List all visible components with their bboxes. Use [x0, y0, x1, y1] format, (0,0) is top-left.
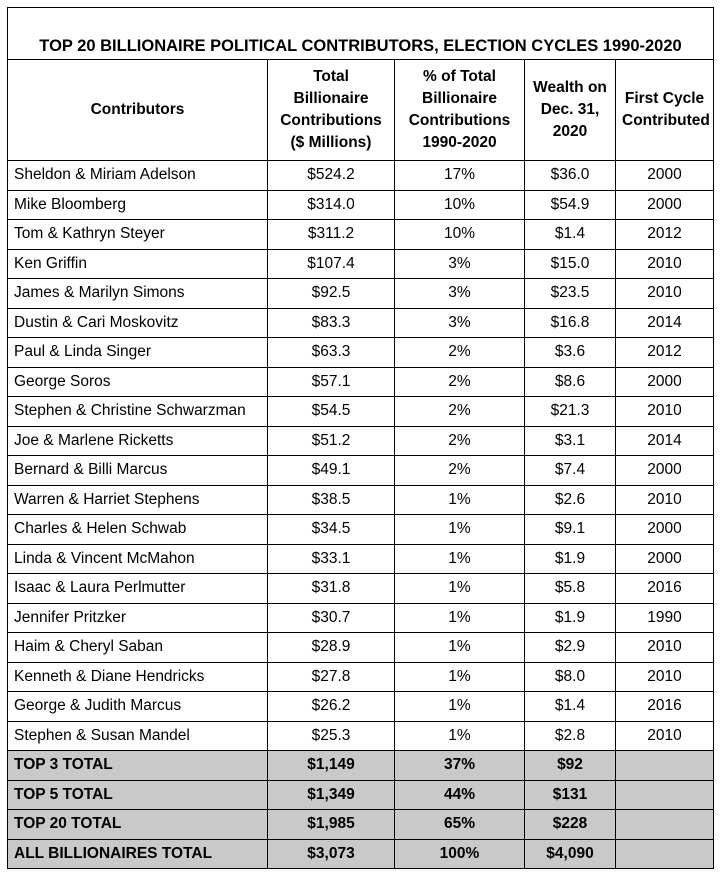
cell-contributor: Isaac & Laura Perlmutter	[8, 574, 268, 604]
header-first-line-2: Contributed	[622, 112, 710, 129]
cell-percent-total: 3%	[395, 308, 525, 338]
cell-percent-total: 1%	[395, 692, 525, 722]
cell-wealth: $228	[525, 810, 616, 840]
table-row	[8, 161, 714, 191]
cell-wealth: $1.4	[525, 220, 616, 250]
table-row	[8, 574, 714, 604]
cell-contributor: George Soros	[8, 367, 268, 397]
cell-first-cycle: 2010	[616, 279, 714, 309]
cell-wealth: $4,090	[525, 839, 616, 869]
cell-first-cycle: 2000	[616, 161, 714, 191]
cell-first-cycle: 2014	[616, 426, 714, 456]
cell-wealth: $1.4	[525, 692, 616, 722]
cell-contributor: Jennifer Pritzker	[8, 603, 268, 633]
cell-percent-total: 1%	[395, 603, 525, 633]
header-wealth	[525, 60, 616, 161]
cell-total-contributions: $31.8	[268, 574, 395, 604]
table-row	[8, 279, 714, 309]
table-row	[8, 367, 714, 397]
cell-total-contributions: $524.2	[268, 161, 395, 191]
cell-first-cycle: 2000	[616, 544, 714, 574]
cell-wealth: $54.9	[525, 190, 616, 220]
cell-contributor: Haim & Cheryl Saban	[8, 633, 268, 663]
table-row	[8, 692, 714, 722]
table-row	[8, 338, 714, 368]
cell-contributor: George & Judith Marcus	[8, 692, 268, 722]
cell-percent-total: 2%	[395, 456, 525, 486]
cell-contributor: Charles & Helen Schwab	[8, 515, 268, 545]
cell-percent-total: 2%	[395, 367, 525, 397]
table-row	[8, 249, 714, 279]
header-pct-line-2: Billionaire	[422, 90, 497, 107]
cell-contributor: James & Marilyn Simons	[8, 279, 268, 309]
cell-wealth: $1.9	[525, 603, 616, 633]
cell-total-contributions: $311.2	[268, 220, 395, 250]
cell-percent-total: 1%	[395, 544, 525, 574]
cell-percent-total: 37%	[395, 751, 525, 781]
cell-total-contributions: $107.4	[268, 249, 395, 279]
table-row	[8, 544, 714, 574]
cell-contributor: ALL BILLIONAIRES TOTAL	[8, 839, 268, 869]
cell-percent-total: 2%	[395, 338, 525, 368]
cell-percent-total: 2%	[395, 397, 525, 427]
cell-contributor: Linda & Vincent McMahon	[8, 544, 268, 574]
cell-total-contributions: $25.3	[268, 721, 395, 751]
cell-wealth: $2.9	[525, 633, 616, 663]
cell-wealth: $92	[525, 751, 616, 781]
cell-wealth: $8.0	[525, 662, 616, 692]
cell-wealth: $8.6	[525, 367, 616, 397]
cell-total-contributions: $28.9	[268, 633, 395, 663]
cell-wealth: $2.8	[525, 721, 616, 751]
cell-total-contributions: $49.1	[268, 456, 395, 486]
total-row	[8, 839, 714, 869]
cell-first-cycle: 2010	[616, 249, 714, 279]
cell-percent-total: 10%	[395, 220, 525, 250]
cell-wealth: $16.8	[525, 308, 616, 338]
cell-total-contributions: $3,073	[268, 839, 395, 869]
cell-wealth: $131	[525, 780, 616, 810]
cell-percent-total: 3%	[395, 279, 525, 309]
cell-wealth: $21.3	[525, 397, 616, 427]
cell-first-cycle: 2000	[616, 367, 714, 397]
cell-contributor: Paul & Linda Singer	[8, 338, 268, 368]
cell-percent-total: 1%	[395, 721, 525, 751]
cell-wealth: $15.0	[525, 249, 616, 279]
cell-contributor: TOP 20 TOTAL	[8, 810, 268, 840]
cell-total-contributions: $1,985	[268, 810, 395, 840]
cell-first-cycle: 2010	[616, 633, 714, 663]
header-row	[8, 60, 714, 161]
table-row	[8, 633, 714, 663]
cell-wealth: $36.0	[525, 161, 616, 191]
cell-wealth: $3.1	[525, 426, 616, 456]
total-rows	[8, 751, 714, 869]
contributors-table-container	[7, 7, 713, 869]
header-total-line-1: Total Billionaire	[293, 68, 369, 107]
cell-percent-total: 17%	[395, 161, 525, 191]
cell-percent-total: 10%	[395, 190, 525, 220]
cell-contributor: Stephen & Christine Schwarzman	[8, 397, 268, 427]
cell-contributor: Tom & Kathryn Steyer	[8, 220, 268, 250]
header-percent-total	[395, 60, 525, 161]
table-row	[8, 426, 714, 456]
cell-first-cycle: 2016	[616, 574, 714, 604]
cell-contributor: Mike Bloomberg	[8, 190, 268, 220]
cell-total-contributions: $57.1	[268, 367, 395, 397]
table-title-row	[8, 8, 714, 60]
cell-total-contributions: $34.5	[268, 515, 395, 545]
cell-first-cycle: 2010	[616, 662, 714, 692]
cell-wealth: $5.8	[525, 574, 616, 604]
table-row	[8, 603, 714, 633]
cell-wealth: $23.5	[525, 279, 616, 309]
header-total-line-3: ($ Millions)	[290, 134, 372, 151]
cell-percent-total: 1%	[395, 485, 525, 515]
table-row	[8, 190, 714, 220]
cell-first-cycle: 2010	[616, 485, 714, 515]
cell-total-contributions: $27.8	[268, 662, 395, 692]
cell-first-cycle: 2000	[616, 515, 714, 545]
cell-first-cycle: 1990	[616, 603, 714, 633]
header-wealth-line-3: 2020	[552, 123, 588, 140]
total-row	[8, 810, 714, 840]
header-wealth-line-2: Dec. 31,	[540, 101, 600, 118]
total-row	[8, 751, 714, 781]
total-row	[8, 780, 714, 810]
cell-total-contributions: $1,149	[268, 751, 395, 781]
table-row	[8, 485, 714, 515]
cell-percent-total: 1%	[395, 633, 525, 663]
cell-total-contributions: $51.2	[268, 426, 395, 456]
cell-wealth: $2.6	[525, 485, 616, 515]
header-total-line-2: Contributions	[280, 112, 382, 129]
cell-first-cycle: 2016	[616, 692, 714, 722]
cell-first-cycle: 2000	[616, 456, 714, 486]
cell-first-cycle	[616, 751, 714, 781]
cell-percent-total: 1%	[395, 515, 525, 545]
cell-contributor: Kenneth & Diane Hendricks	[8, 662, 268, 692]
cell-total-contributions: $30.7	[268, 603, 395, 633]
cell-wealth: $3.6	[525, 338, 616, 368]
cell-total-contributions: $314.0	[268, 190, 395, 220]
cell-first-cycle: 2010	[616, 397, 714, 427]
cell-contributor: Dustin & Cari Moskovitz	[8, 308, 268, 338]
table-row	[8, 397, 714, 427]
cell-first-cycle	[616, 780, 714, 810]
cell-total-contributions: $26.2	[268, 692, 395, 722]
cell-percent-total: 100%	[395, 839, 525, 869]
cell-contributor: TOP 3 TOTAL	[8, 751, 268, 781]
cell-contributor: Bernard & Billi Marcus	[8, 456, 268, 486]
cell-contributor: Sheldon & Miriam Adelson	[8, 161, 268, 191]
header-wealth-line-1: Wealth on	[533, 79, 607, 96]
cell-percent-total: 1%	[395, 662, 525, 692]
cell-first-cycle: 2014	[616, 308, 714, 338]
table-row	[8, 220, 714, 250]
table-row	[8, 662, 714, 692]
cell-percent-total: 1%	[395, 574, 525, 604]
cell-wealth: $9.1	[525, 515, 616, 545]
cell-wealth: $7.4	[525, 456, 616, 486]
cell-first-cycle	[616, 839, 714, 869]
cell-percent-total: 65%	[395, 810, 525, 840]
cell-first-cycle: 2000	[616, 190, 714, 220]
cell-contributor: Joe & Marlene Ricketts	[8, 426, 268, 456]
header-pct-line-4: 1990-2020	[422, 134, 497, 151]
header-first-cycle	[616, 60, 714, 161]
header-contributors: Contributors	[8, 60, 268, 161]
header-first-line-1: First Cycle	[624, 90, 705, 107]
table-row	[8, 456, 714, 486]
cell-total-contributions: $54.5	[268, 397, 395, 427]
cell-contributor: Warren & Harriet Stephens	[8, 485, 268, 515]
table-title: TOP 20 BILLIONAIRE POLITICAL CONTRIBUTORS, ELECTION CYCLES 1990-2020	[8, 8, 714, 60]
cell-first-cycle: 2012	[616, 220, 714, 250]
cell-first-cycle: 2010	[616, 721, 714, 751]
cell-total-contributions: $1,349	[268, 780, 395, 810]
table-row	[8, 721, 714, 751]
header-pct-line-3: Contributions	[408, 112, 511, 129]
cell-total-contributions: $83.3	[268, 308, 395, 338]
data-rows	[8, 161, 714, 751]
header-total-contributions	[268, 60, 395, 161]
table-row	[8, 515, 714, 545]
cell-total-contributions: $63.3	[268, 338, 395, 368]
cell-first-cycle	[616, 810, 714, 840]
contributors-table	[7, 7, 714, 869]
cell-contributor: TOP 5 TOTAL	[8, 780, 268, 810]
header-pct-line-1: % of Total	[423, 68, 496, 85]
cell-percent-total: 2%	[395, 426, 525, 456]
cell-total-contributions: $33.1	[268, 544, 395, 574]
cell-total-contributions: $38.5	[268, 485, 395, 515]
cell-total-contributions: $92.5	[268, 279, 395, 309]
cell-percent-total: 44%	[395, 780, 525, 810]
cell-first-cycle: 2012	[616, 338, 714, 368]
cell-wealth: $1.9	[525, 544, 616, 574]
cell-contributor: Stephen & Susan Mandel	[8, 721, 268, 751]
cell-percent-total: 3%	[395, 249, 525, 279]
cell-contributor: Ken Griffin	[8, 249, 268, 279]
table-row	[8, 308, 714, 338]
